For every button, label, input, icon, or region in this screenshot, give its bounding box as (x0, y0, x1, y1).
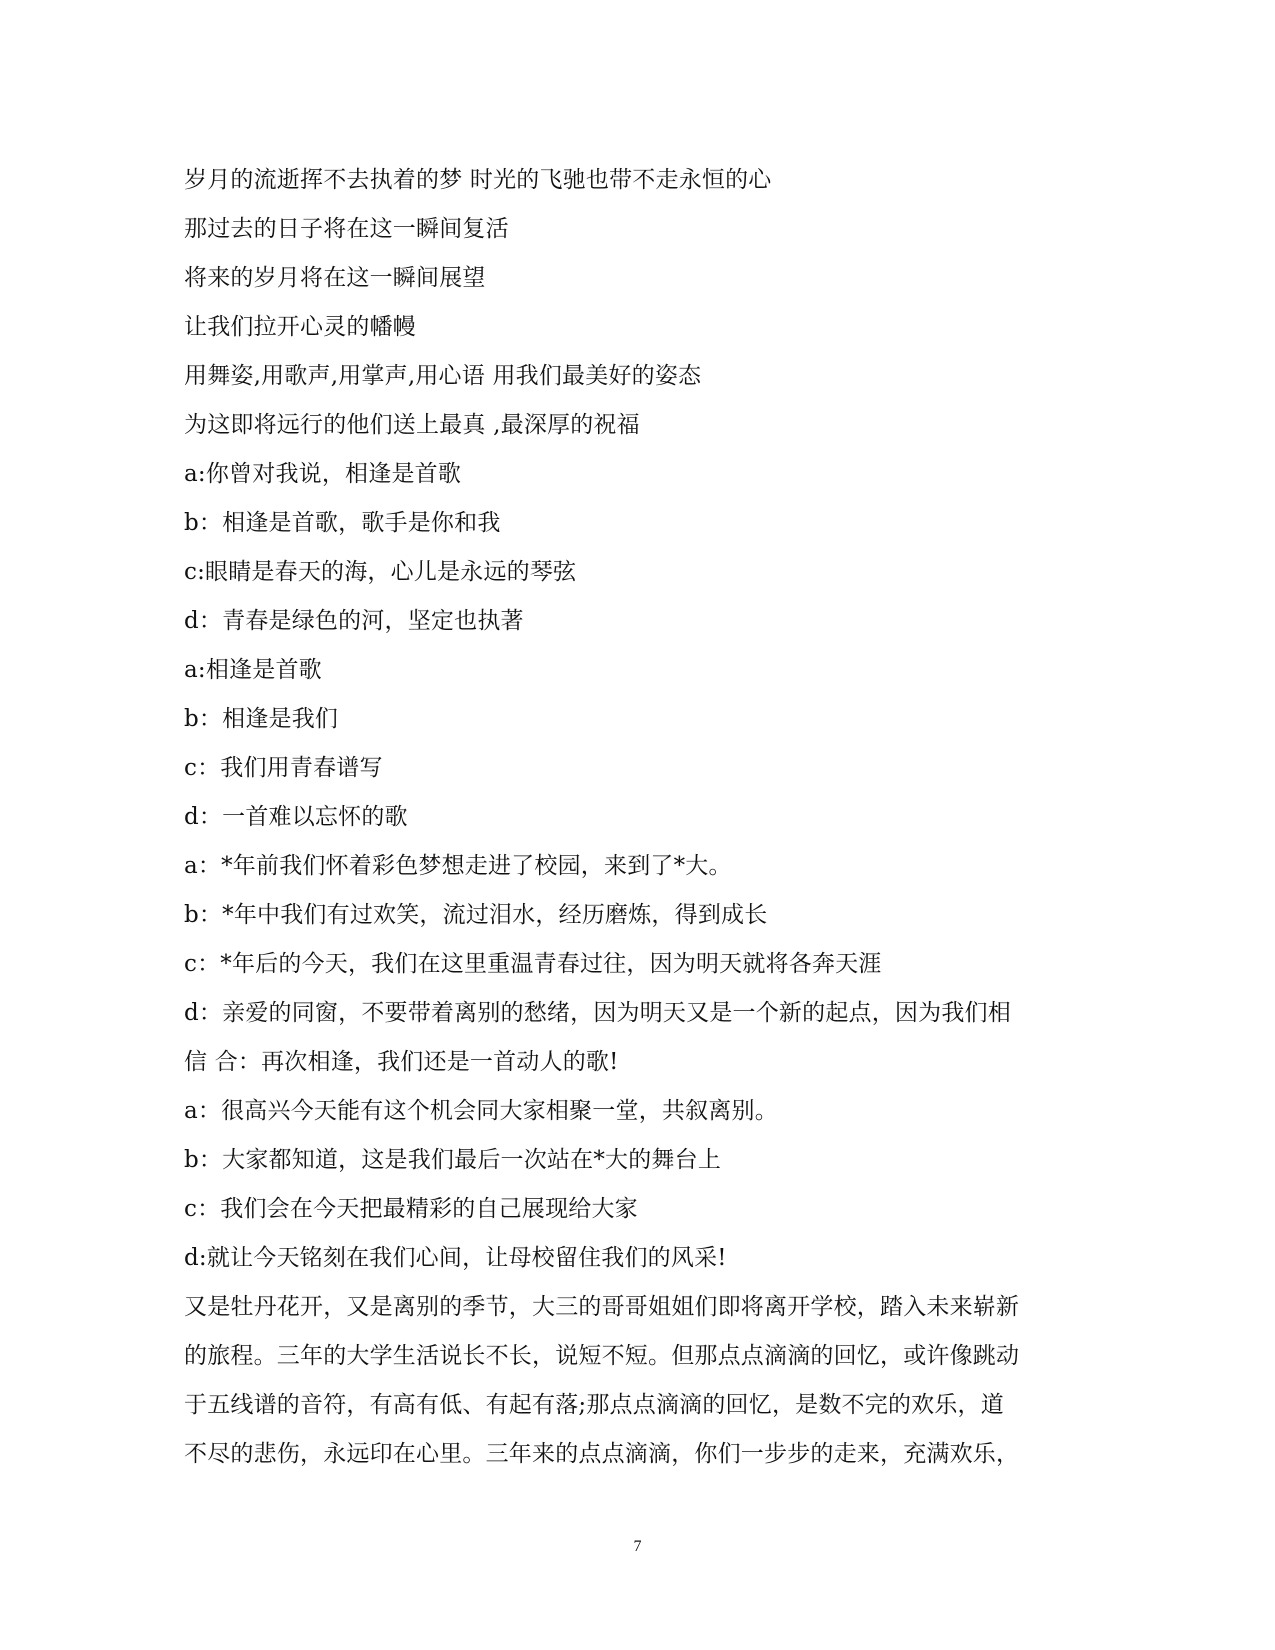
dialogue-line: d：青春是绿色的河，坚定也执著 (184, 608, 524, 634)
text-line: 用舞姿,用歌声,用掌声,用心语 用我们最美好的姿态 (184, 363, 702, 389)
paragraph-line: 不尽的悲伤，永远印在心里。三年来的点点滴滴，你们一步步的走来，充满欢乐， (184, 1441, 1020, 1467)
paragraph-line: 又是牡丹花开，又是离别的季节，大三的哥哥姐姐们即将离开学校，踏入未来崭新 (184, 1294, 1020, 1320)
dialogue-line: b：大家都知道，这是我们最后一次站在*大的舞台上 (184, 1147, 722, 1173)
dialogue-line: a：*年前我们怀着彩色梦想走进了校园，来到了*大。 (184, 853, 732, 879)
text-line: 为这即将远行的他们送上最真 ,最深厚的祝福 (184, 412, 640, 438)
text-line: 那过去的日子将在这一瞬间复活 (184, 216, 509, 242)
dialogue-line: b：相逢是首歌，歌手是你和我 (184, 510, 501, 536)
dialogue-line: a：很高兴今天能有这个机会同大家相聚一堂，共叙离别。 (184, 1098, 778, 1124)
dialogue-line: d：亲爱的同窗，不要带着离别的愁绪，因为明天又是一个新的起点，因为我们相 (184, 1000, 1011, 1026)
page-number: 7 (633, 1538, 642, 1555)
dialogue-line: b：相逢是我们 (184, 706, 339, 732)
paragraph-line: 的旅程。三年的大学生活说长不长，说短不短。但那点点滴滴的回忆，或许像跳动 (184, 1343, 1020, 1369)
text-line: 岁月的流逝挥不去执着的梦 时光的飞驰也带不走永恒的心 (184, 167, 772, 193)
text-line: 让我们拉开心灵的幡幔 (184, 314, 416, 340)
dialogue-line: c：我们用青春谱写 (184, 755, 383, 781)
paragraph-line: 于五线谱的音符，有高有低、有起有落;那点点滴滴的回忆，是数不完的欢乐，道 (184, 1392, 1004, 1418)
dialogue-line: d：一首难以忘怀的歌 (184, 804, 408, 830)
document-body (184, 156, 1090, 1479)
dialogue-line: b：*年中我们有过欢笑，流过泪水，经历磨炼，得到成长 (184, 902, 768, 928)
dialogue-line: a:你曾对我说，相逢是首歌 (184, 461, 462, 487)
text-line: 将来的岁月将在这一瞬间展望 (184, 265, 486, 291)
dialogue-line: c：我们会在今天把最精彩的自己展现给大家 (184, 1196, 638, 1222)
dialogue-line: d:就让今天铭刻在我们心间，让母校留住我们的风采! (184, 1245, 727, 1271)
dialogue-line: c：*年后的今天，我们在这里重温青春过往，因为明天就将各奔天涯 (184, 951, 882, 977)
dialogue-line: c:眼睛是春天的海，心儿是永远的琴弦 (184, 559, 577, 585)
dialogue-line: 信 合：再次相逢，我们还是一首动人的歌! (184, 1049, 619, 1075)
dialogue-line: a:相逢是首歌 (184, 657, 322, 683)
